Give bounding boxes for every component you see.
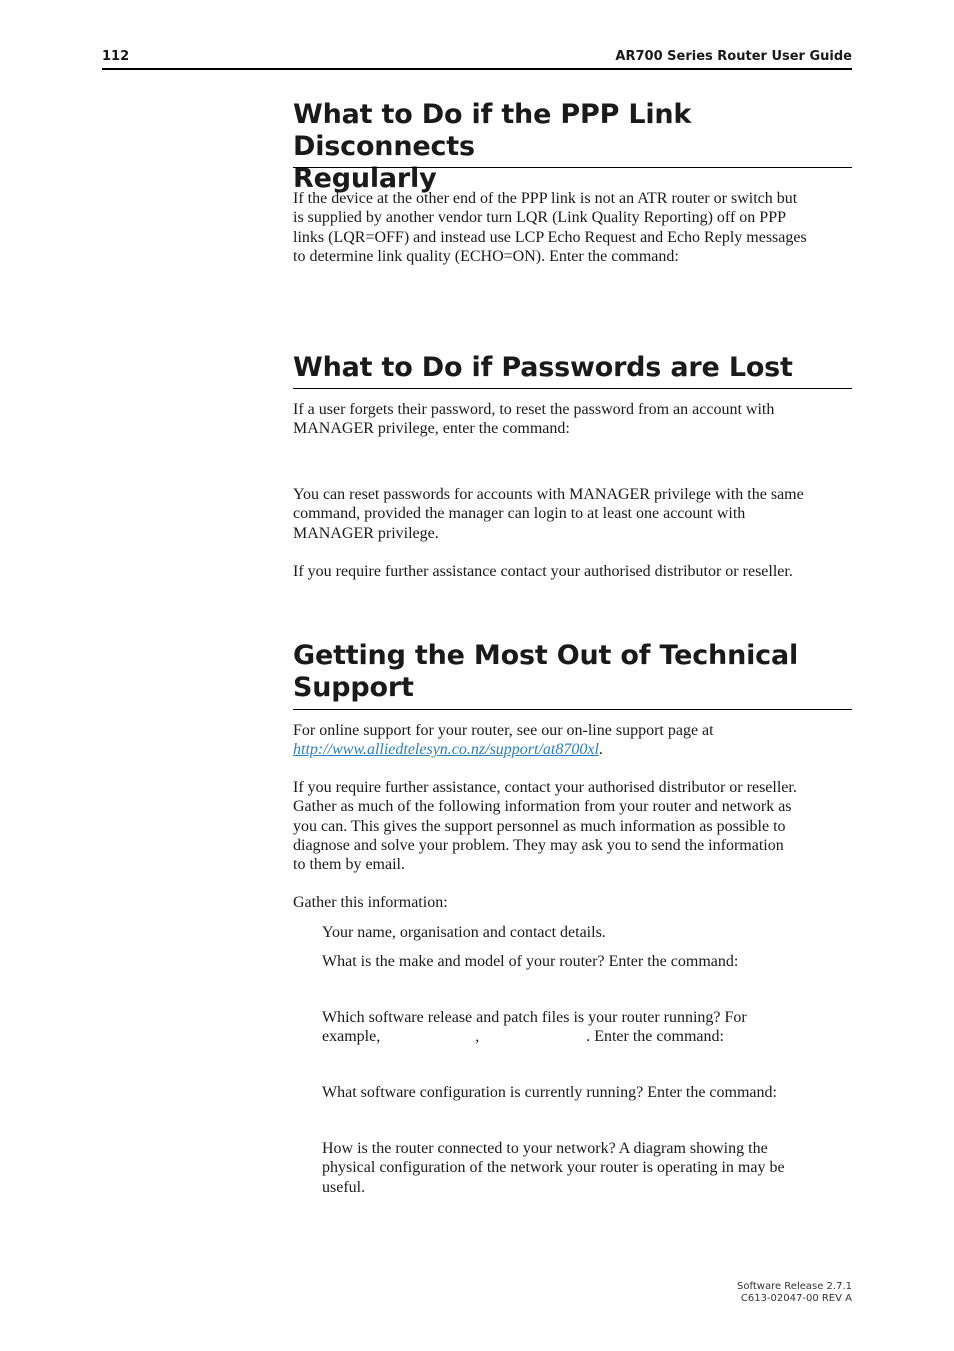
text-line: If you require further assistance contact your authorised distributor or reseller. (293, 563, 793, 580)
header-rule (102, 68, 852, 70)
text-fragment: . Enter the command: (586, 1028, 724, 1046)
list-item (322, 1083, 862, 1102)
paragraph-further-assistance (293, 562, 858, 581)
text-line: links (LQR=OFF) and instead use LCP Echo Request and Echo Reply messages (293, 228, 807, 246)
section-heading-passwords (293, 352, 852, 384)
paragraph-gather-info (293, 778, 858, 874)
text-line: If a user forgets their password, to reset the password from an account with (293, 401, 775, 418)
list-item (322, 1139, 862, 1197)
text-line: Which software release and patch files is your router running? For (322, 1009, 747, 1026)
document-code: C613-02047-00 REV A (740, 1293, 852, 1304)
text-line: Gather as much of the following information from your router and network as (293, 798, 792, 816)
paragraph-manager-reset (293, 485, 858, 543)
list-item (322, 1008, 862, 1047)
support-page-link[interactable]: http://www.alliedtelesyn.co.nz/support/at8700xl (293, 741, 599, 759)
paragraph-online-support (293, 721, 858, 760)
text-line: physical configuration of the network your router is operating in may be (322, 1159, 785, 1177)
software-release: Software Release 2.7.1 (737, 1281, 852, 1292)
text-line: diagnose and solve your problem. They may ask you to send the information (293, 836, 784, 854)
text-line: MANAGER privilege. (293, 524, 439, 542)
text-line: useful. (322, 1178, 366, 1196)
page-number: 112 (102, 49, 130, 64)
heading-line: Support (293, 672, 414, 703)
section-heading-technical-support (293, 640, 852, 704)
text-line: How is the router connected to your network? A diagram showing the (322, 1140, 768, 1157)
text-line: If the device at the other end of the PPP link is not an ATR router or switch but (293, 190, 798, 207)
paragraph-ppp-link (293, 189, 858, 266)
paragraph-password-reset (293, 400, 858, 439)
text-line: What software configuration is currently running? Enter the command: (322, 1084, 777, 1101)
text-line: For online support for your router, see our on-line support page at (293, 722, 714, 739)
text-line: If you require further assistance, contact your authorised distributor or reseller. (293, 779, 797, 796)
footer-release-info (737, 1281, 852, 1305)
link-suffix: . (598, 741, 603, 759)
heading-line: What to Do if Passwords are Lost (293, 352, 793, 383)
text-line: What is the make and model of your router? Enter the command: (322, 953, 739, 970)
heading-line: What to Do if the PPP Link Disconnects (293, 99, 692, 162)
section-heading-ppp-link (293, 99, 852, 195)
list-item (322, 952, 862, 971)
paragraph-gather-this (293, 893, 858, 912)
text-line: is supplied by another vendor turn LQR (Link Quality Reporting) off on PPP (293, 209, 786, 227)
heading-line: Regularly (293, 163, 437, 194)
section-rule (293, 388, 852, 389)
text-line: to determine link quality (ECHO=ON). Enter the command: (293, 247, 679, 265)
section-rule (293, 709, 852, 710)
list-item (322, 923, 862, 942)
text-line: Your name, organisation and contact details. (322, 924, 606, 941)
section-rule (293, 167, 852, 168)
text-fragment: , (475, 1028, 480, 1046)
text-line: to them by email. (293, 856, 405, 874)
running-title: AR700 Series Router User Guide (615, 49, 852, 64)
text-line: command, provided the manager can login to at least one account with (293, 505, 746, 523)
text-line: you can. This gives the support personnel as much information as possible to (293, 817, 786, 835)
text-line: MANAGER privilege, enter the command: (293, 420, 570, 438)
text-line: Gather this information: (293, 894, 448, 911)
text-line: You can reset passwords for accounts with MANAGER privilege with the same (293, 486, 804, 503)
heading-line: Getting the Most Out of Technical (293, 640, 799, 671)
text-fragment: example, (322, 1028, 381, 1046)
